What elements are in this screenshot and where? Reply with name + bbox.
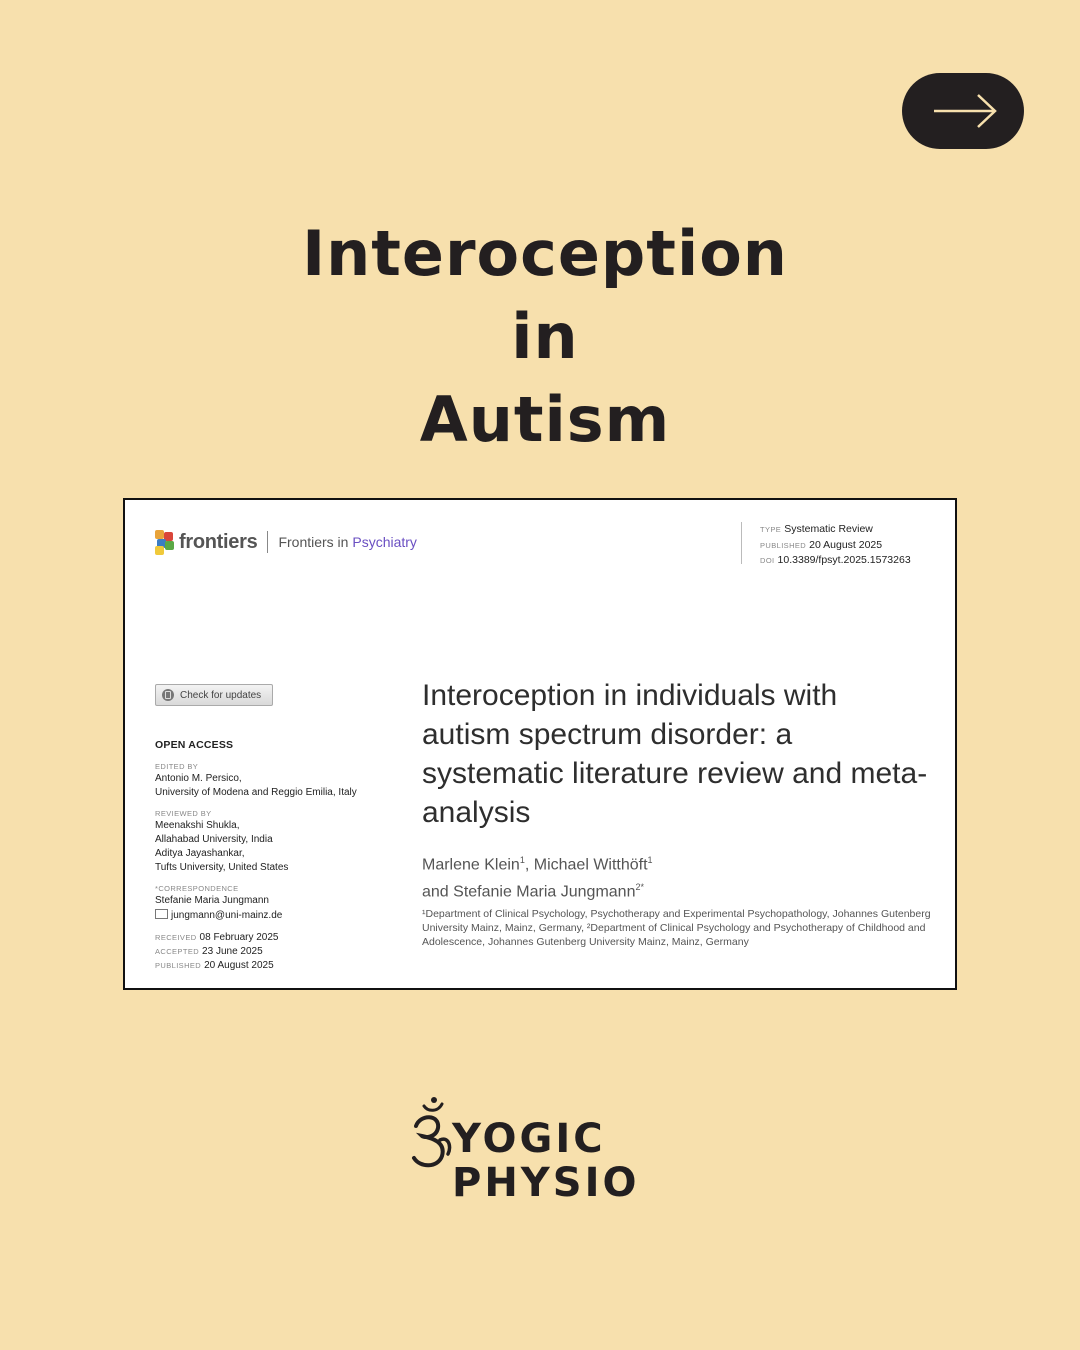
type-label: TYPE <box>760 525 782 534</box>
accepted-label: ACCEPTED <box>155 947 200 956</box>
reviewer-1-name: Meenakshi Shukla, <box>155 820 240 831</box>
open-access-label: OPEN ACCESS <box>155 739 234 751</box>
affiliations: ¹Department of Clinical Psychology, Psychotherapy and Experimental Psychopathology, Johannes Gutenberg University Mainz, Mainz, Germany, ²Department of Clinical Psychology and Psychotherapy of Childhood and Adolescence, Johannes Gutenberg University Mainz, Mainz, Germany <box>422 908 931 948</box>
brand-line-2: PHYSIO <box>452 1160 640 1206</box>
published-date-label: PUBLISHED <box>155 961 202 970</box>
next-button[interactable] <box>902 73 1024 149</box>
published-date-value: 20 August 2025 <box>204 960 274 971</box>
check-updates-label: Check for updates <box>180 689 262 701</box>
edited-by-label: EDITED BY <box>155 762 199 771</box>
publisher-name: frontiers <box>179 530 258 553</box>
article-meta <box>741 522 911 564</box>
editor-name: Antonio M. Persico, <box>155 773 242 784</box>
correspondence-email[interactable]: jungmann@uni-mainz.de <box>171 910 283 921</box>
doi-label: DOI <box>760 556 775 565</box>
brand-logo <box>410 1096 670 1208</box>
reviewed-by-label: REVIEWED BY <box>155 809 212 818</box>
brand-line-1: YOGIC <box>452 1116 606 1162</box>
accepted-value: 23 June 2025 <box>202 946 263 957</box>
mail-icon <box>155 909 168 919</box>
check-updates-button[interactable] <box>155 684 273 706</box>
headline-line-3: Autism <box>419 383 671 456</box>
correspondence <box>155 883 395 923</box>
journal-name <box>278 534 417 550</box>
author-3-sup: 2* <box>635 882 644 893</box>
author-1-sup: 1 <box>519 855 525 865</box>
received-value: 08 February 2025 <box>199 932 279 943</box>
journal-accent: Psychiatry <box>352 534 417 550</box>
edited-by <box>155 761 395 800</box>
article-sidebar <box>155 738 395 973</box>
editor-affiliation: University of Modena and Reggio Emilia, Italy <box>155 787 357 798</box>
author-2-sup: 1 <box>647 855 653 865</box>
reviewer-2-affiliation: Tufts University, United States <box>155 862 289 873</box>
article-title: Interoception in individuals with autism spectrum disorder: a systematic literature review and meta-analysis <box>422 679 928 829</box>
frontiers-logo-icon <box>155 530 175 554</box>
correspondence-name: Stefanie Maria Jungmann <box>155 895 269 906</box>
reviewer-1-affiliation: Allahabad University, India <box>155 834 273 845</box>
journal-prefix: Frontiers in <box>278 534 353 550</box>
published-label: PUBLISHED <box>760 540 807 550</box>
correspondence-email-row <box>155 908 395 923</box>
authors: Marlene Klein$^1$, Michael Witthöft$^1$ and Stefanie Maria Jungmann$^{2*}$ <box>422 855 653 901</box>
publisher-logo <box>155 527 417 557</box>
om-symbol-icon <box>410 1096 454 1176</box>
type-value: Systematic Review <box>784 523 873 535</box>
correspondence-label: *CORRESPONDENCE <box>155 884 239 893</box>
author-2: Michael Witthöft <box>533 856 648 874</box>
published-value: 20 August 2025 <box>809 538 883 551</box>
dates <box>155 931 395 973</box>
arrow-right-icon <box>932 91 998 131</box>
received-label: RECEIVED <box>155 933 197 942</box>
reviewer-2-name: Aditya Jayashankar, <box>155 848 245 859</box>
author-1: Marlene Klein <box>422 856 520 874</box>
author-3: and Stefanie Maria Jungmann <box>422 883 636 901</box>
reviewed-by <box>155 808 395 875</box>
headline-line-1: Interoception <box>302 217 788 290</box>
doi-value: 10.3389/fpsyt.2025.1573263 <box>777 554 911 566</box>
headline-line-2: in <box>511 300 579 373</box>
paper-screenshot <box>123 498 957 990</box>
headline <box>0 212 1080 461</box>
logo-divider <box>267 531 268 553</box>
update-icon <box>162 689 174 701</box>
